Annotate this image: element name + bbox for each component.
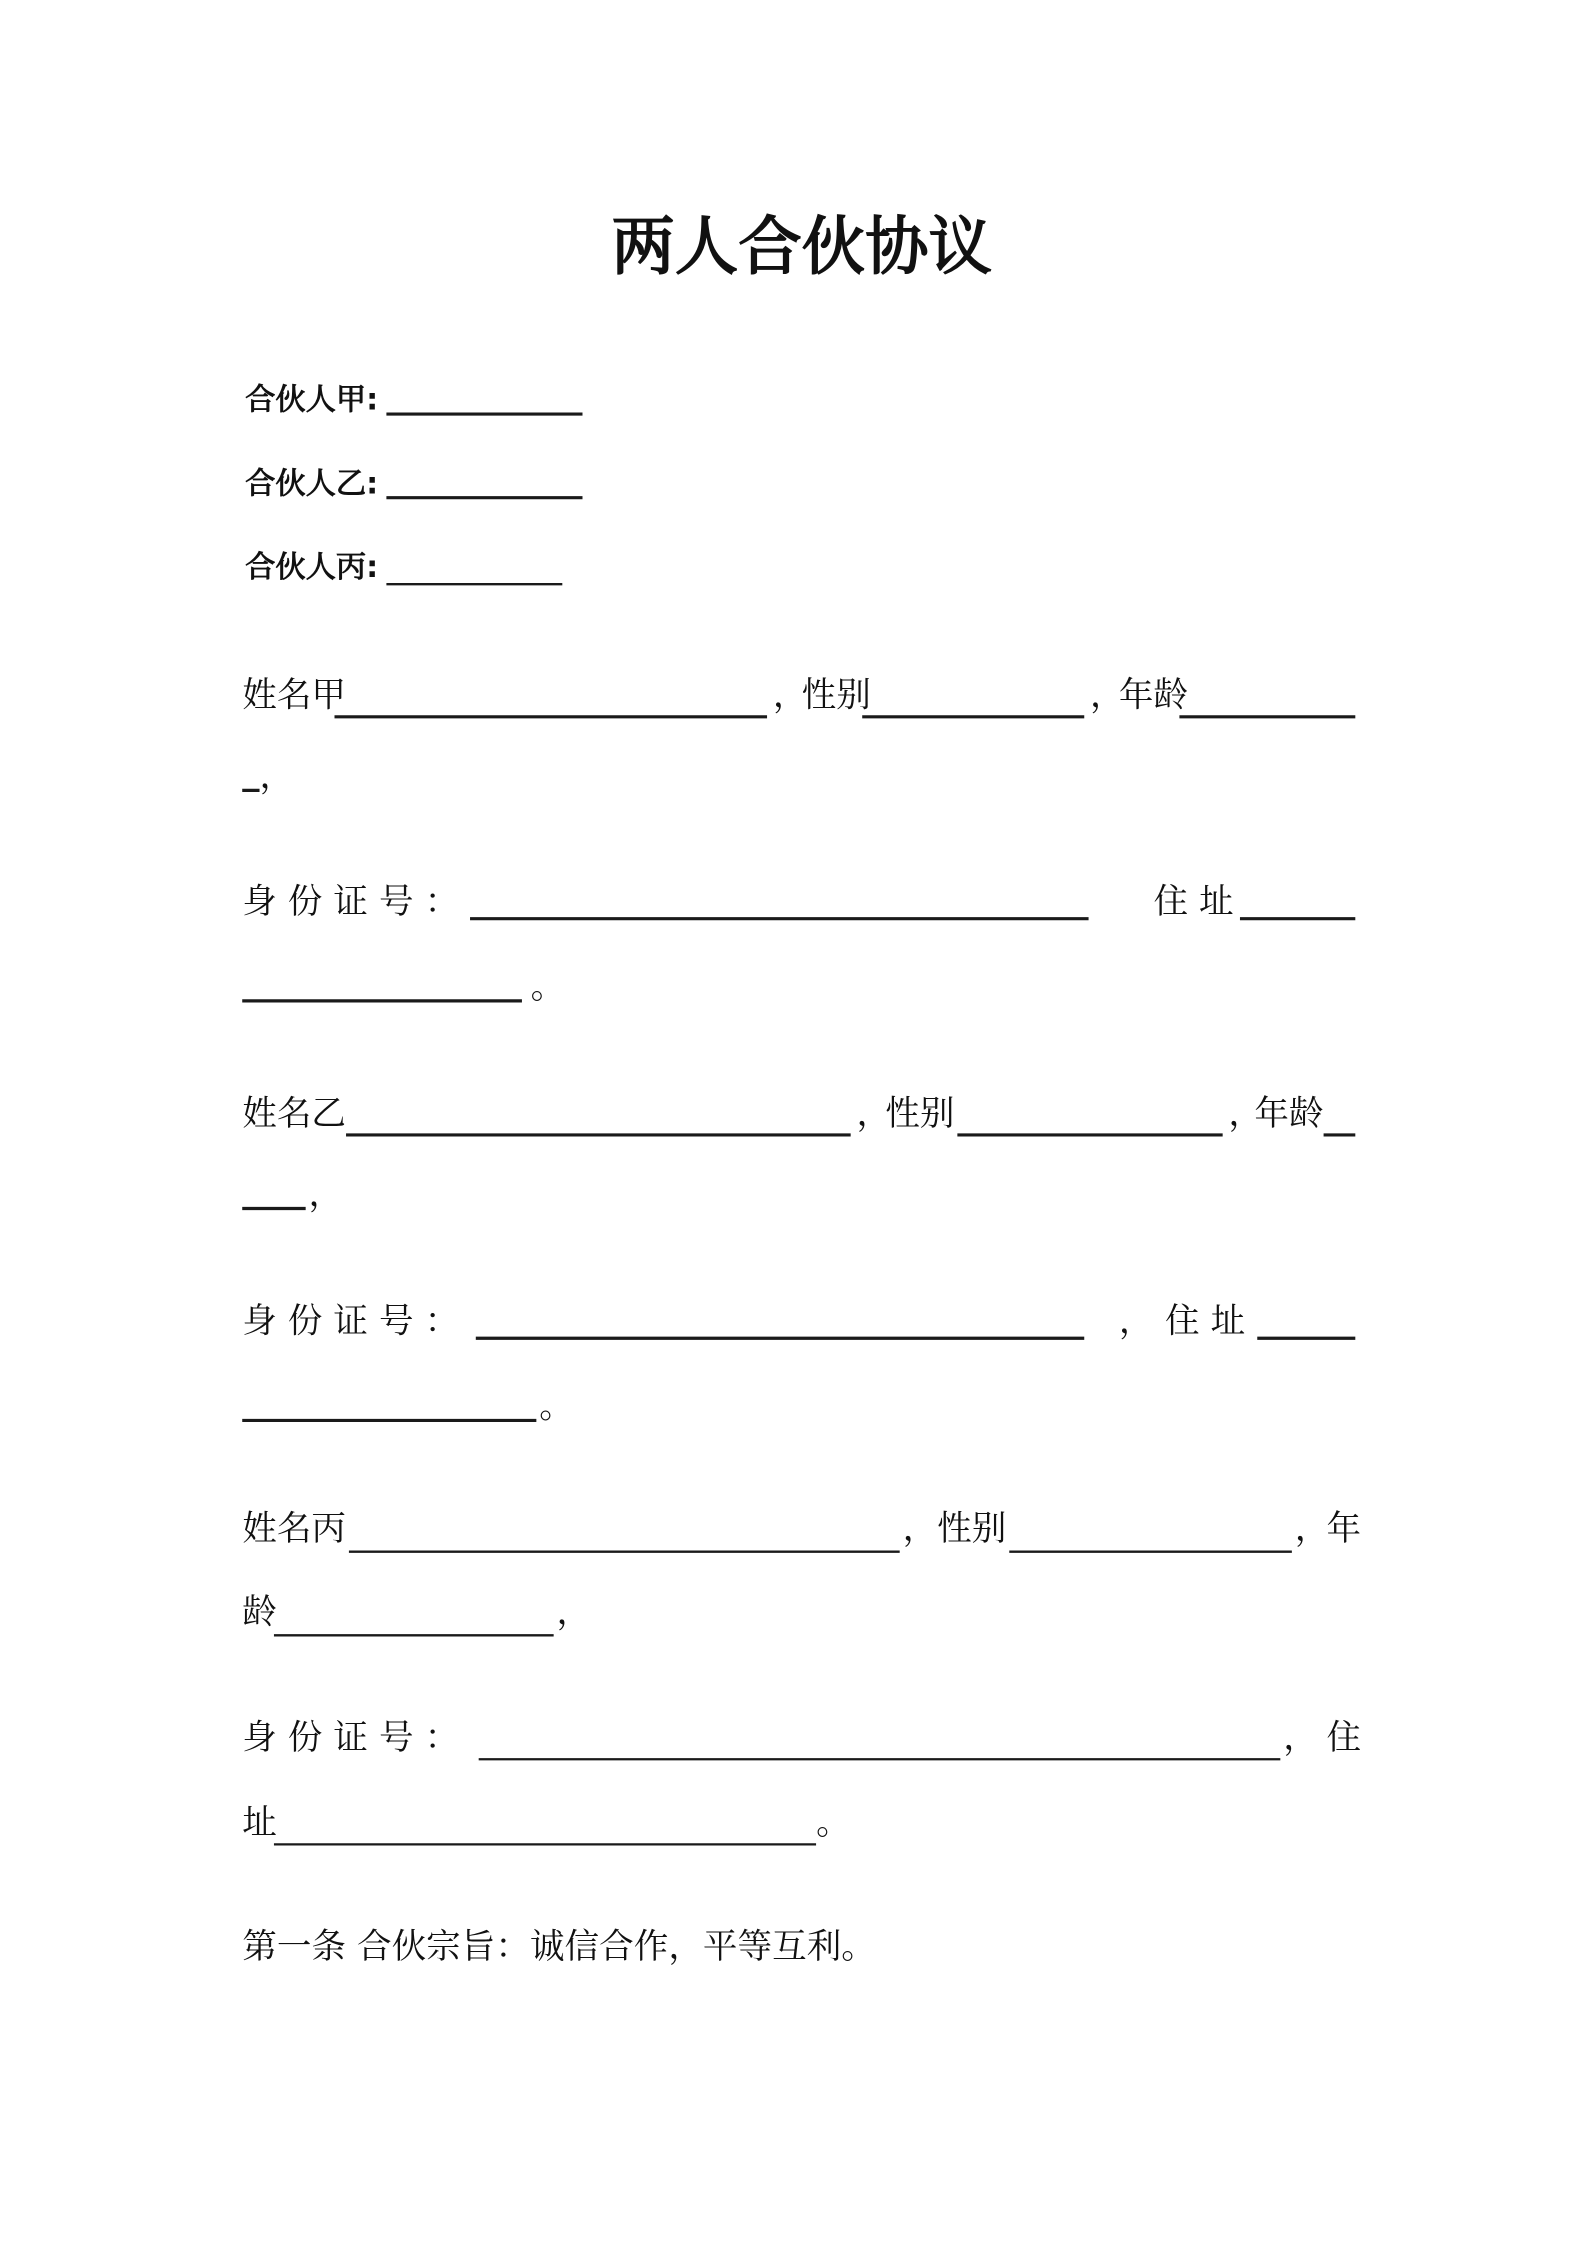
person-a-id-label: 身 份 证 号 ：	[242, 881, 460, 922]
person-a-address-label: 住 址	[1153, 881, 1234, 922]
person-b-comma: ，	[856, 1093, 892, 1134]
person-c-id-label: 身 份 证 号 ：	[242, 1718, 460, 1759]
partner-a-label: 合伙人甲:	[245, 382, 379, 418]
person-b-age-label: 年龄	[1254, 1093, 1324, 1134]
document-text	[242, 209, 1361, 1967]
person-b-gender-label: 性别	[885, 1093, 955, 1134]
person-c-address-label: 址	[242, 1803, 277, 1844]
person-a-comma: ，	[259, 756, 295, 797]
person-c-comma: ，	[556, 1592, 592, 1633]
person-b-address-label: 住 址	[1164, 1301, 1246, 1342]
person-c-age-label: 龄	[242, 1592, 277, 1633]
person-a-gender-label: 性别	[801, 675, 871, 716]
article-1: 第一条 合伙宗旨：诚信合作，平等互利。	[242, 1927, 876, 1968]
person-a-age-label: 年龄	[1118, 675, 1189, 716]
person-c-comma: ，	[1294, 1509, 1330, 1550]
partner-b-label: 合伙人乙:	[245, 466, 379, 502]
partner-c-label: 合伙人丙:	[245, 549, 379, 585]
page-title: 两人合伙协议	[611, 209, 992, 284]
person-c-gender-label: 性别	[937, 1509, 1007, 1550]
fill-in-lines	[242, 414, 1355, 1844]
person-b-comma: ，	[1228, 1093, 1264, 1134]
person-b-comma: ，	[308, 1174, 344, 1215]
person-b-id-label: 身 份 证 号 ：	[242, 1301, 460, 1342]
person-b-period: 。	[539, 1386, 574, 1427]
person-a-comma: ，	[1090, 675, 1125, 716]
person-b-name-label: 姓名乙	[242, 1093, 347, 1134]
person-c-comma: ，	[902, 1509, 938, 1550]
person-c-comma: ，	[1283, 1718, 1318, 1759]
person-c-age-label: 年	[1326, 1509, 1362, 1550]
person-a-name-label: 姓名甲	[242, 675, 347, 716]
person-a-comma: ，	[772, 675, 808, 716]
person-c-period: 。	[816, 1803, 851, 1844]
person-a-period: 。	[530, 967, 566, 1008]
person-c-address-label: 住	[1326, 1718, 1362, 1759]
person-b-comma: ，	[1118, 1301, 1154, 1342]
person-c-name-label: 姓名丙	[242, 1509, 347, 1550]
